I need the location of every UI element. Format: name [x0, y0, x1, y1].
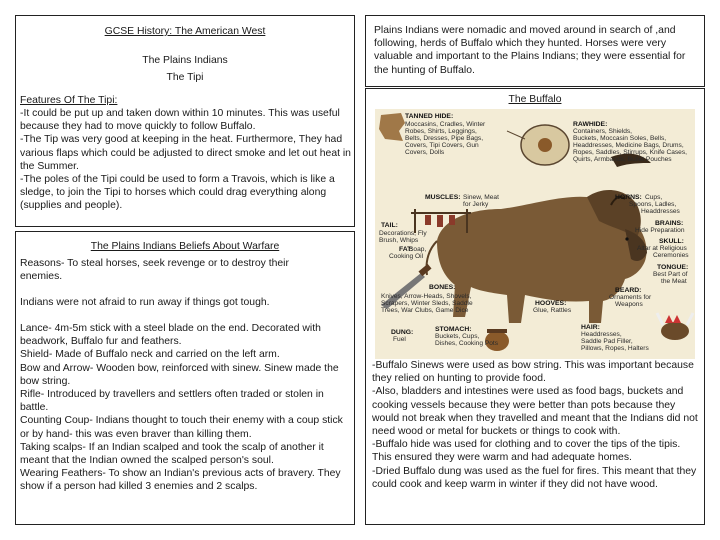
- dung-text: Fuel: [393, 336, 406, 343]
- warfare-reasons: Reasons- To steal horses, seek revenge or to destroy their enemies.: [20, 258, 289, 283]
- weapons-text: Lance- 4m-5m stick with a steel blade on the end. Decorated with beadwork, Buffalo fur and feathers. Shield- Made of Buffalo neck and carried on the left arm. Bow and Arrow- Wooden bow, reinforced with sinew. Sinew made the bow string. Rifle- Introduced by travellers and settlers often traded or stolen in battle. Counting Coup- Indians thought to touch their enemy with a coup stick or by hand- this was even braver than killing them. Taking scalps- If an Indian scalped and took the scalp of another it meant that the Indian owned the scalped person's soul. Wearing Feathers- To show an Indian's previous acts of bravery. They show if a person had killed 3 enemies and 2 scalps.: [20, 323, 343, 493]
- features-heading: Features Of The Tipi:: [20, 95, 118, 106]
- tongue-title: TONGUE:: [657, 264, 689, 271]
- bones-text: Knives, Arrow-Heads, Shovels, Scrapers, Winter Sleds, Saddle Trees, War Clubs, Game Dice: [381, 293, 473, 314]
- features-text: -It could be put up and taken down within 10 minutes. This was useful because they had to move quickly to follow Buffalo. -The Tip was very good at keeping in the heat. Furthermore, They had various flaps which could be adjusted to direct smoke and let out heat in the Summer. -The poles of the Tipi could be used to form a Travois, which is like a sledge, to join the Tipi to horses which could drag everything along (supplies and people).: [20, 108, 351, 212]
- brains-text: Hide Preparation: [635, 227, 685, 234]
- hair-title: HAIR:: [581, 324, 600, 331]
- fat-text: Soap, Cooking Oil: [389, 246, 427, 260]
- brains-title: BRAINS:: [655, 220, 684, 227]
- bones-title: BONES:: [429, 284, 456, 291]
- buffalo-uses-diagram: [375, 109, 695, 359]
- nomadic-panel: [365, 15, 705, 87]
- stomach-title: STOMACH:: [435, 326, 472, 333]
- tipi-panel: [15, 15, 355, 227]
- tail-text: Decorations, Fly Brush, Whips: [379, 230, 427, 244]
- course-header: GCSE History: The American West: [104, 26, 266, 37]
- topic-subtitle: The Tipi: [166, 72, 204, 83]
- muscles-text: Sinew, Meat for Jerky: [463, 194, 499, 208]
- beard-title: BEARD:: [615, 287, 642, 294]
- warfare-heading: The Plains Indians Beliefs About Warfare: [90, 241, 280, 252]
- dung-title: DUNG:: [391, 329, 414, 336]
- hooves-text: Glue, Rattles: [533, 307, 572, 314]
- hooves-title: HOOVES:: [535, 300, 567, 307]
- rawhide-title: RAWHIDE:: [573, 121, 608, 128]
- beard-text: Ornaments for Weapons: [609, 294, 652, 308]
- skull-text: Altar at Religious Ceremonies: [637, 245, 689, 259]
- warfare-not-afraid: Indians were not afraid to run away if things got tough.: [20, 297, 270, 308]
- buffalo-panel: [365, 88, 705, 525]
- tanned-hide-text: Moccasins, Cradles, Winter Robes, Shirts, Leggings, Belts, Dresses, Pipe Bags, Covers, Tipi Covers, Gun Covers, Dolls: [405, 121, 486, 156]
- fat-title: FAT:: [399, 246, 413, 253]
- tanned-hide-title: TANNED HIDE:: [405, 113, 454, 120]
- horns-title: HORNS:: [615, 194, 642, 201]
- hair-text: Headdresses, Saddle Pad Filler, Pillows, Ropes, Halters: [581, 331, 649, 352]
- tail-title: TAIL:: [381, 222, 398, 229]
- buffalo-heading: The Buffalo: [508, 94, 562, 105]
- muscles-title: MUSCLES:: [425, 194, 461, 201]
- warfare-panel: [15, 231, 355, 525]
- tongue-text: Best Part of the Meat: [653, 271, 688, 285]
- stomach-text: Buckets, Cups, Dishes, Cooking Pots: [435, 333, 499, 347]
- horns-text: Cups, Spoons, Ladles, Headdresses: [629, 194, 680, 215]
- topic-title: The Plains Indians: [142, 55, 228, 66]
- buffalo-uses-text: -Buffalo Sinews were used as bow string. This was important because they relied on hunting to provide food. -Also, bladders and intestines were used as food bags, buckets and cooking vessels because they were better than pots because they would not break when they travelled and meant that the Indians did not need wood or metal for buckets or things to cook with. -Buffalo hide was used for clothing and to cover the tips of the tipis. This ensured they were warm and had adequate homes. -Dried Buffalo dung was used as the fuel for fires. This meant that they could cook and keep warm in winter if they did not have wood.: [372, 360, 698, 490]
- skull-title: SKULL:: [659, 238, 684, 245]
- rawhide-text: Containers, Shields, Buckets, Moccasin Soles, Bells, Headdresses, Medicine Bags, Drums, Ropes, Saddles, Stirrups, Knife Cases, Quirts, Armbands, Bullet Pouches: [573, 128, 687, 163]
- nomadic-text: Plains Indians were nomadic and moved around in search of ,and following, herds of Buffalo which they hunted. Horses were very valuable and important to the Plains Indians; they were essential for the hunting of Buffalo.: [374, 25, 686, 76]
